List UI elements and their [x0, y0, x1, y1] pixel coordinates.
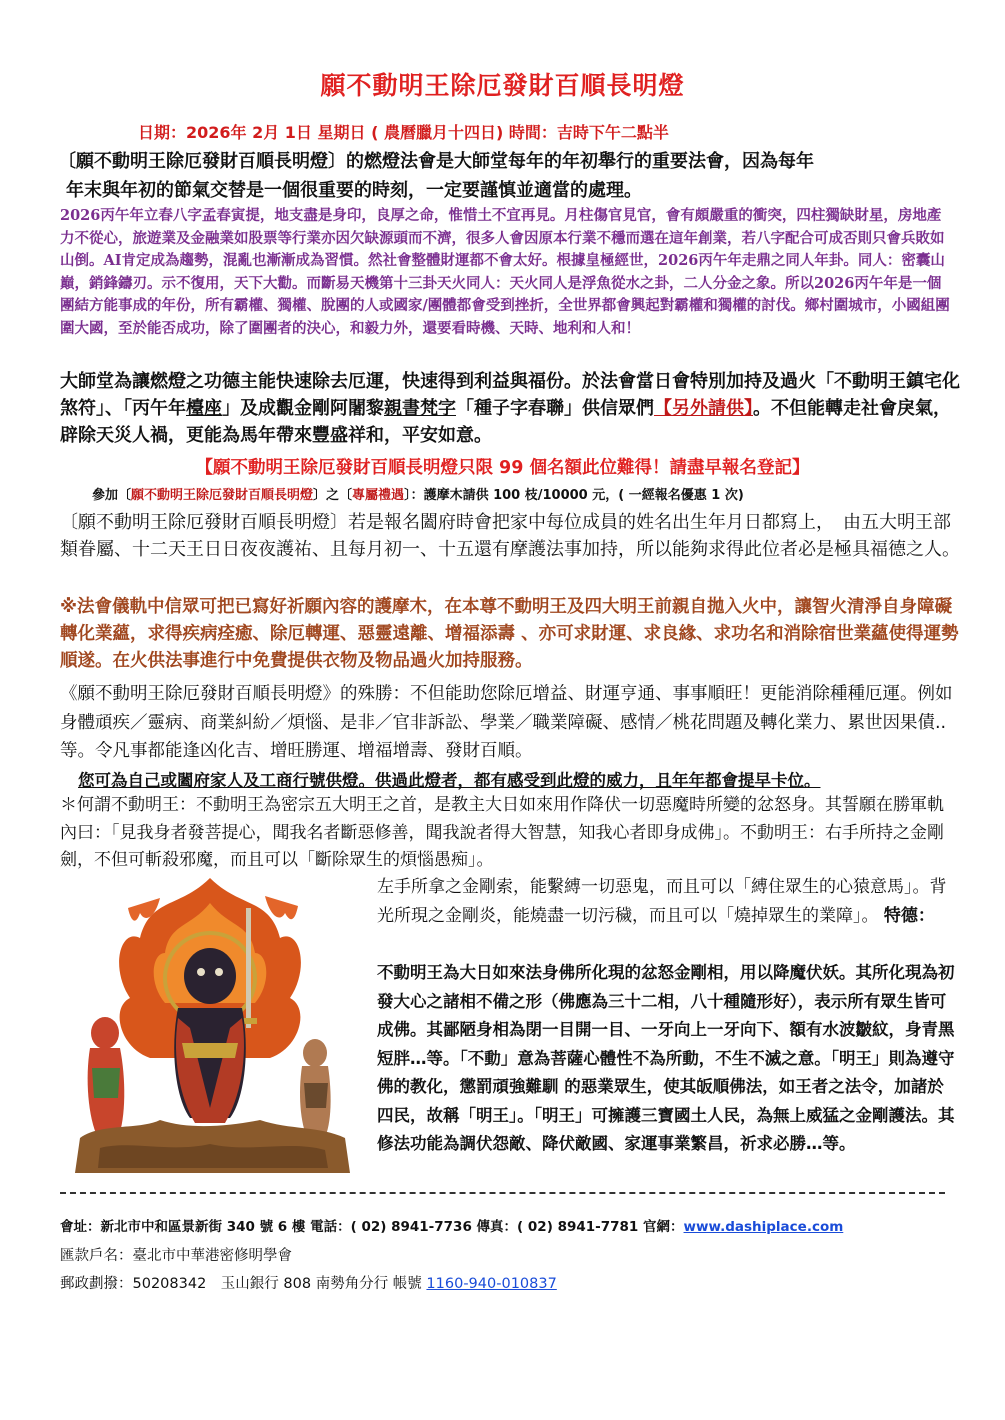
join-suffix: 〕：護摩木請供 100 枝/10000 元，( 一經報名優惠 1 次)	[404, 488, 744, 503]
account-name-line: 匯款戶名：臺北市中華港密修明學會	[60, 1248, 292, 1264]
extra-request-link: 【另外請供】	[654, 398, 753, 419]
join-prefix: 參加〔	[92, 488, 132, 503]
address-text: 會址：新北市中和區景新街 340 號 6 樓 電話：( 02) 8941-7736 傳真：( 02) 8941-7781 官網：	[60, 1219, 684, 1235]
registration-paragraph: 〔願不動明王除厄發財百順長明燈〕若是報名闔府時會把家中每位成員的姓名出生年月日都寫上， 由五大明王部類眷屬、十二天王日日夜夜護祐、且每月初一、十五還有摩護法事加持，所以能夠求得此位者必是極具福德之人。	[60, 512, 960, 560]
acala-statue-image	[60, 868, 360, 1176]
acala-attributes-text: 左手所拿之金剛索，能繫縛一切惡鬼，而且可以「縛住眾生的心猿意馬」。背光所現之金剛炎，能燒盡一切污穢，而且可以「燒掉眾生的業障」。	[377, 877, 947, 926]
blessing-text-3: 」及成觀金剛阿闍黎	[222, 398, 384, 419]
offering-note: 您可為自己或闔府家人及工商行號供燈。供過此燈者，都有感受到此燈的威力，且年年都會提早卡位。	[78, 771, 821, 790]
join-lamp-name: 願不動明王除厄發財百順長明燈	[131, 488, 314, 503]
date-line: 日期：2026年 2月 1日 星期日 ( 農曆臘月十四日) 時間：吉時下午二點半	[138, 123, 669, 142]
ritual-paragraph: ※法會儀軌中信眾可把已寫好祈願內容的護摩木，在本尊不動明王及四大明王前親自拋入火中，讓智火清淨自身障礙轉化業蘊，求得疾病痊癒、除厄轉運、惡靈遠離、增福添壽 、亦可求財運、求良緣、求功名和消除宿世業蘊使得運勢順遂。在火供法事進行中免費提供衣物及物品過火加持服務。	[60, 597, 959, 671]
limited-banner: 【願不動明王除厄發財百順長明燈只限 99 個名額此位難得！請盡早報名登記】	[195, 458, 810, 478]
intro-line-2: 年末與年初的節氣交替是一個很重要的時刻，一定要謹慎並適當的處理。	[66, 180, 642, 201]
postal-text: 郵政劃撥：50208342 玉山銀行 808 南勢角分行 帳號	[60, 1276, 427, 1292]
blessing-text-4: 親書梵字	[384, 398, 456, 419]
page-title: 願不動明王除厄發財百順長明燈	[320, 71, 685, 100]
postal-line	[60, 1272, 557, 1293]
address-line	[60, 1215, 843, 1235]
blessing-text-5: 「種子字春聯」供信眾們	[456, 398, 654, 419]
blessing-text-1: 大師堂為讓燃燈之功德主能快速除去厄運，快速得到利益與福份。於法會當日會特別加持及過火「不動明王鎮宅化煞符」、「丙午年	[60, 371, 960, 419]
acala-description-paragraph: 不動明王為大日如來法身佛所化現的忿怒金剛相，用以降魔伏妖。其所化現為初發大心之諸相不備之形（佛應為三十二相，八十種隨形好），表示所有眾生皆可成佛。其鄙陋身相為閉一目開一目、一牙向上一牙向下、額有水波皺紋，身青黑短胖…等。「不動」意為菩薩心體性不為所動，不生不滅之意。「明王」則為遵守佛的教化，懲罰頑強難馴 的惡業眾生，使其皈順佛法，如王者之法令，加諸於四民，故稱「明王」。「明王」可擁護三寶國土人民，為無上威猛之金剛護法。其修法功能為調伏怨敵、降伏敵國、家運事業繁昌，祈求必勝…等。	[377, 963, 955, 1153]
account-number-link[interactable]: 1160-940-010837	[426, 1276, 557, 1292]
intro-line-1: 〔願不動明王除厄發財百順長明燈〕的燃燈法會是大師堂每年的年初舉行的重要法會，因為每年	[58, 151, 814, 172]
benefits-paragraph: 《願不動明王除厄發財百順長明燈》的殊勝：不但能助您除厄增益、財運亨通、事事順旺！更能消除種種厄運。例如身體頑疾／靈病、商業糾紛／煩惱、是非／官非訴訟、學業／職業障礙、感情／桃花問題及轉化業力、累世因果債.. 等。令凡事都能逢凶化吉、增旺勝運、增福增壽、發財百順。	[60, 684, 953, 761]
horoscope-paragraph: 2026丙午年立春八字孟春寅提，地支盡是身印，良厚之命，惟惜土不宜再見。月柱傷官見官，會有頗嚴重的衝突，四柱獨缺財星，房地產力不從心，旅遊業及金融業如股票等行業亦因欠缺源頭而不濟，很多人會因原本行業不穩而選在這年創業，若八字配合可成否則只會兵敗如山倒。AI肯定成為趨勢，混亂也漸漸成為習慣。然社會整體財運都不會太好。根據皇極經世，2026丙午年走鼎之同人年卦。同人：密囊山巔，銷鋒鑄刃。示不復用，天下大勸。而斷易天機第十三卦天火同人：天火同人是浮魚從水之卦，二人分金之象。所以2026丙午年是一個團結方能事成的年份，所有霸權、獨權、脫團的人或國家/團體都會受到挫折，全世界都會興起對霸權和獨權的討伐。鄉村圍城市，小國組團圍大國，至於能否成功，除了圍團者的決心，和毅力外，還要看時機、天時、地利和人和！	[60, 207, 950, 337]
intro-paragraph	[58, 147, 968, 205]
join-offer	[92, 484, 744, 503]
acala-statue-illustration	[60, 868, 360, 1176]
special-virtue-label: 特德：	[883, 905, 935, 926]
blessing-text-2: 檯座	[186, 398, 222, 419]
join-mid: 〕之〔	[313, 488, 353, 503]
website-link[interactable]: www.dashiplace.com	[683, 1219, 844, 1235]
acala-intro-paragraph: ＊何謂不動明王：不動明王為密宗五大明王之首，是教主大日如來用作降伏一切惡魔時所變的忿怒身。其誓願在勝軍軌內曰：「見我身者發菩提心，聞我名者斷惡修善，聞我說者得大智慧，知我心者即身成佛」。不動明王：右手所持之金剛劍，不但可斬殺邪魔，而且可以「斷除眾生的煩惱愚痴」。	[60, 795, 944, 870]
blessing-text-7: 。不但能轉走社會戾氣，辟除天災人禍，更能為馬年帶來豐盛祥和，平安如意。	[60, 398, 951, 446]
dashed-divider	[60, 1192, 945, 1194]
acala-attributes-paragraph	[377, 873, 957, 930]
join-gift: 專屬禮遇	[352, 488, 405, 503]
blessing-paragraph	[60, 368, 960, 449]
